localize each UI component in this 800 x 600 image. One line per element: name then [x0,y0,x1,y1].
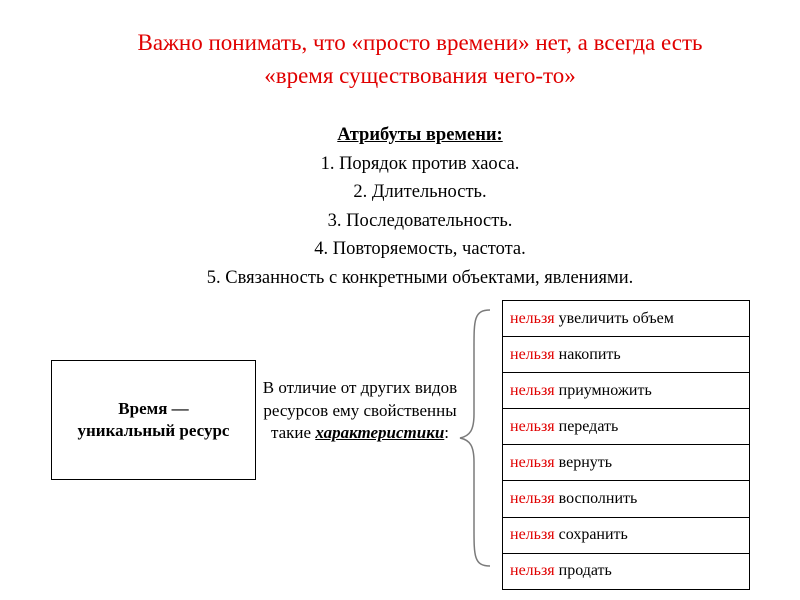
headline-line-1: Важно понимать, что «просто времени» нет, а всегда есть [137,30,703,55]
characteristic-action: вернуть [558,453,613,471]
headline [60,26,780,92]
attribute-item: 2. Длительность. [353,182,487,202]
note-emphasis: характеристики [315,423,445,442]
characteristic-action: накопить [558,345,621,363]
headline-line-2: «время существования чего-то» [264,63,576,88]
characteristic-action: приумножить [558,381,652,399]
characteristic-action: передать [558,417,619,435]
characteristic-cell [503,517,750,553]
characteristic-action: увеличить объем [558,309,674,327]
attribute-item: 4. Повторяемость, частота. [314,239,526,259]
characteristic-action: продать [558,562,612,580]
table-row [503,517,750,553]
table-row [503,373,750,409]
negation-word: нельзя [510,526,555,544]
negation-word: нельзя [510,562,555,580]
characteristic-cell [503,373,750,409]
table-row [503,553,750,589]
resource-box-line-2: уникальный ресурс [77,421,230,440]
curly-brace [456,308,496,568]
attribute-item: 5. Связанность с конкретными объектами, явлениями. [206,267,634,288]
note-tail: : [444,423,450,442]
characteristic-cell [503,481,750,517]
time-attributes [100,121,740,292]
table-row [503,409,750,445]
table-row [503,445,750,481]
unique-resource-box [51,360,256,480]
characteristic-action: восполнить [558,490,638,508]
characteristics-table [502,300,750,590]
negation-word: нельзя [510,490,555,508]
negation-word: нельзя [510,417,555,435]
table-row [503,481,750,517]
negation-word: нельзя [510,345,555,363]
characteristic-cell [503,553,750,589]
negation-word: нельзя [510,309,555,327]
note-text: В отличие от других видов ресурсов ему свойственны такие [262,378,458,442]
characteristic-cell [503,409,750,445]
resource-box-line-1: Время — [118,399,189,418]
characteristic-cell [503,301,750,337]
attribute-item: 3. Последовательность. [327,210,513,231]
negation-word: нельзя [510,381,555,399]
characteristic-cell [503,445,750,481]
characteristic-action: сохранить [558,526,628,544]
attributes-title: Атрибуты времени: [337,125,503,145]
characteristics-note [256,377,464,445]
negation-word: нельзя [510,453,555,471]
characteristic-cell [503,337,750,373]
table-row [503,301,750,337]
table-row [503,337,750,373]
attribute-item: 1. Порядок против хаоса. [320,153,520,174]
